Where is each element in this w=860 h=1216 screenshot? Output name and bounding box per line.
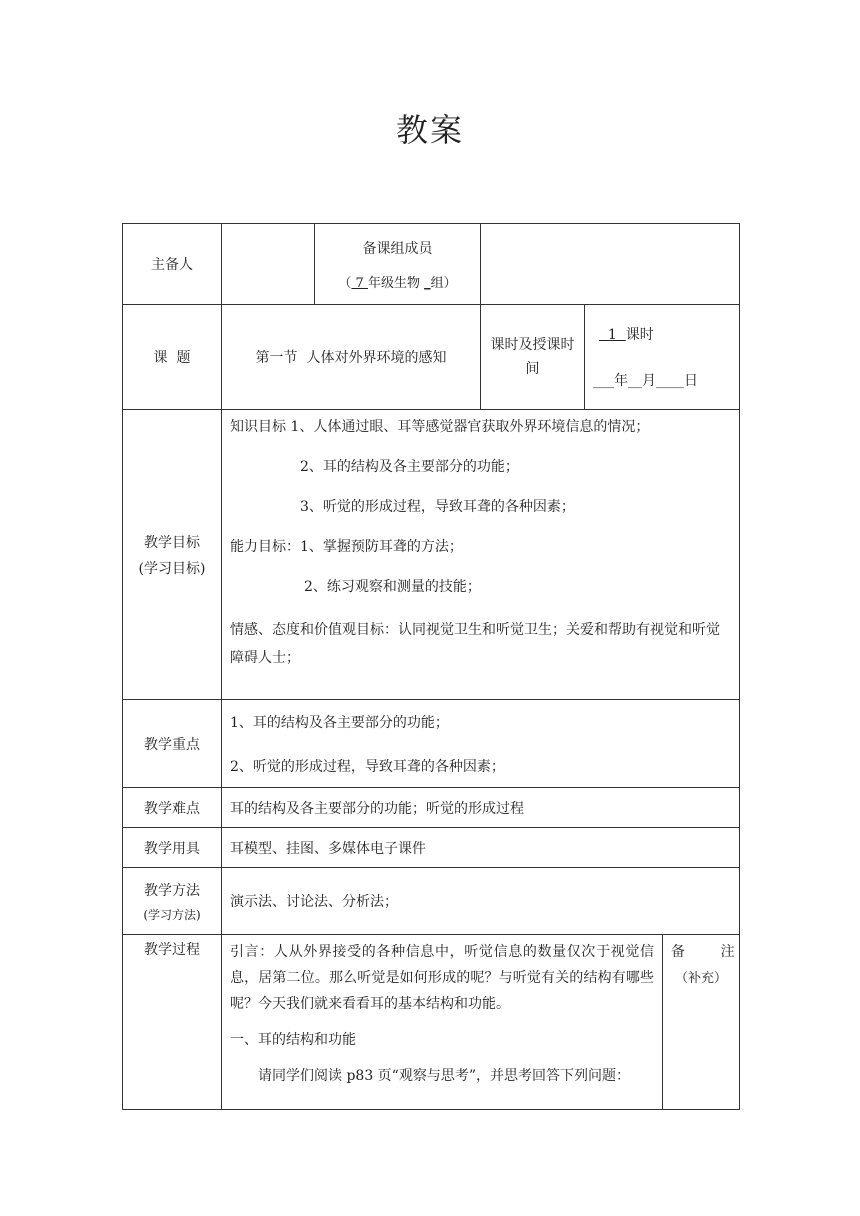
hours-count: 1: [599, 327, 626, 343]
topic-label: 课 题: [123, 305, 222, 410]
tools-row: [123, 828, 740, 868]
objectives-sub: (学习目标): [138, 560, 206, 577]
methods-label: 教学方法 (学习方法): [123, 868, 222, 935]
methods-value: 演示法、讨论法、分析法；: [222, 868, 740, 935]
lead-preparer-label: 主备人: [123, 224, 222, 305]
group-members-label: [315, 224, 481, 305]
methods-row: [123, 868, 740, 935]
hours-label: 课时及授课时间: [481, 305, 585, 410]
key-points-row: [123, 700, 740, 788]
lesson-plan-table: [122, 223, 740, 1110]
note-label: 备 注: [671, 944, 735, 960]
group-members-value: [481, 224, 740, 305]
group-blank: _: [424, 275, 431, 291]
tools-value: 耳模型、挂图、多媒体电子课件: [222, 828, 740, 868]
difficulties-value: 耳的结构及各主要部分的功能；听觉的形成过程: [222, 788, 740, 828]
page-title: 教案: [395, 111, 464, 149]
objectives-content: [222, 410, 740, 700]
objectives-row: [123, 410, 740, 700]
objective-line: 情感、态度和价值观目标：认同视觉卫生和听觉卫生；关爱和帮助有视觉和听觉障碍人士；: [230, 622, 720, 666]
difficulties-label: 教学难点: [123, 788, 222, 828]
group-info: （ 7 年级生物 _组）: [338, 275, 457, 291]
objectives-label: 教学目标 (学习目标): [123, 410, 222, 700]
note-sub: （补充）: [675, 971, 728, 986]
lead-preparer-value: [222, 224, 315, 305]
process-label: 教学过程: [123, 935, 222, 1110]
key-point-line: 1、耳的结构及各主要部分的功能；: [230, 714, 449, 731]
objective-line: 2、练习观察和测量的技能；: [304, 579, 481, 595]
process-task: 请同学们阅读 p83 页“观察与思考”，并思考回答下列问题：: [258, 1068, 630, 1084]
process-section: 一、耳的结构和功能: [230, 1032, 356, 1048]
objective-line: 知识目标 1、人体通过眼、耳等感觉器官获取外界环境信息的情况；: [230, 419, 650, 435]
note-cell: [663, 935, 740, 1110]
hours-count-line: 1 课时: [599, 327, 654, 343]
date-line: ___年__月____日: [593, 373, 698, 389]
tools-label: 教学用具: [123, 828, 222, 868]
topic-value: 第一节 人体对外界环境的感知: [222, 305, 481, 410]
objective-line: 能力目标：1、掌握预防耳聋的方法；: [230, 539, 463, 555]
process-row: [123, 935, 740, 1110]
process-intro: 引言：人从外界接受的各种信息中，听觉信息的数量仅次于视觉信息，居第二位。那么听觉是如何形成的呢？与听觉有关的结构有哪些呢？今天我们就来看看耳的基本结构和功能。: [230, 944, 654, 1012]
group-members-title: 备课组成员: [362, 240, 433, 257]
grade-value: 7: [351, 275, 368, 291]
topic-row: [123, 305, 740, 410]
key-points-label: 教学重点: [123, 700, 222, 788]
objective-line: 2、耳的结构及各主要部分的功能；: [300, 459, 519, 475]
difficulties-row: [123, 788, 740, 828]
key-points-content: [222, 700, 740, 788]
preparer-row: [123, 224, 740, 305]
key-point-line: 2、听觉的形成过程，导致耳聋的各种因素；: [230, 758, 505, 775]
methods-sub: (学习方法): [143, 907, 201, 922]
process-content: [222, 935, 663, 1110]
hours-value: [585, 305, 740, 410]
objective-line: 3、听觉的形成过程，导致耳聋的各种因素；: [300, 499, 575, 515]
